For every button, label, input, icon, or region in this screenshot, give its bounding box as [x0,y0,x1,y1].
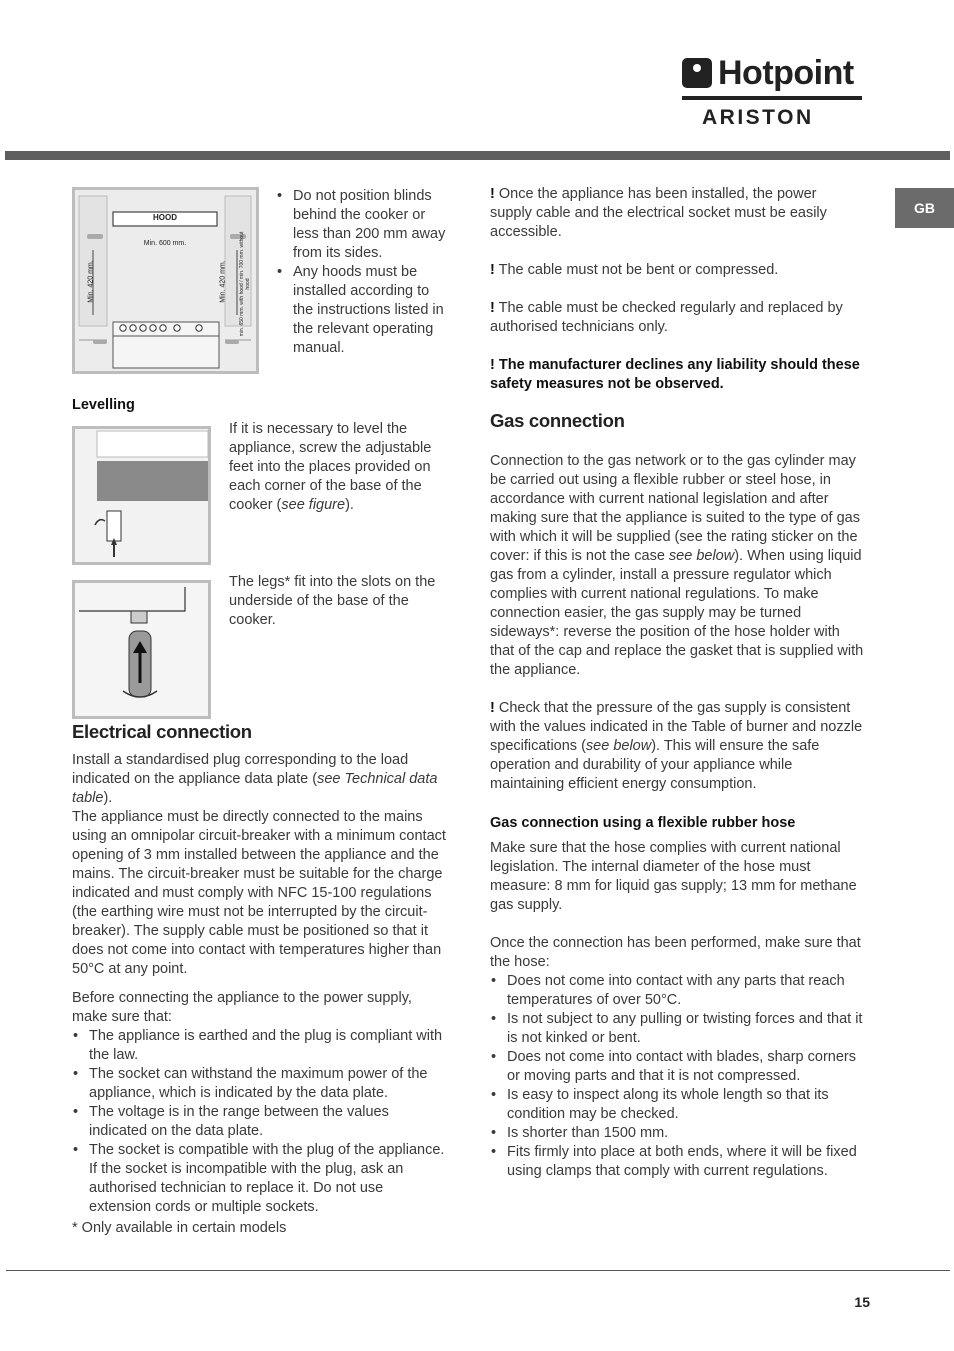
electrical-section [72,751,447,1238]
legs-text: The legs* fit into the slots on the underside of the base of the cooker. [229,574,436,628]
levelling-heading: Levelling [72,397,135,413]
gas-heading: Gas connection [490,410,625,431]
hood-notes-list [276,187,448,358]
legs-figure [72,580,211,719]
footnote: * Only available in certain models [72,1220,287,1236]
footer-rule [6,1270,950,1271]
list-item: • Is easy to inspect along its whole length so that its condition may be checked. [490,1086,864,1124]
list-item: • The voltage is in the range between the values indicated on the data plate. [72,1103,447,1141]
list-item: • Does not come into contact with blades, sharp corners or moving parts and that it is not compressed. [490,1048,864,1086]
electrical-para-1: Install a standardised plug corresponding to the load indicated on the appliance data plate (see Technical data table). [72,752,438,806]
list-item: • Do not position blinds behind the cooker or less than 200 mm away from its sides. [276,187,448,263]
list-item: • Is not subject to any pulling or twisting forces and that it is not kinked or bent. [490,1010,864,1048]
brand-name: Hotpoint [718,54,854,92]
adjustable-foot-diagram [75,429,208,562]
levelling-text: If it is necessary to level the appliance, screw the adjustable feet into the places provided on each corner of the base of the cooker (see figure). [229,421,432,513]
hose-checklist [490,972,864,1181]
warning-icon: ! [490,357,495,373]
warning-4: ! The manufacturer declines any liability should these safety measures not be observed. [490,357,860,392]
electrical-checklist [72,1027,447,1217]
list-item: • The appliance is earthed and the plug is compliant with the law. [72,1027,447,1065]
gas-para-1: Connection to the gas network or to the gas cylinder may be carried out using a flexible rubber or steel hose, in accordance with current national legislation and after making sure that the appliance is suited to the type of gas with which it will be supplied (see the rating sticker on the cover: if this is not the case see below). When using liquid gas from a cylinder, install a pressure regulator which complies with current national regulations. To make connection easier, the gas supply may be turned sideways*: reverse the position of the hose holder with that of the cap and replace the gasket that is supplied with the appliance. [490,453,864,678]
list-item: • Is shorter than 1500 mm. [490,1124,864,1143]
hose-para-1: Make sure that the hose complies with current national legislation. The internal diameter of the hose must measure: 8 mm for liquid gas supply; 13 mm for methane gas supply. [490,840,857,913]
header-bar [5,151,950,160]
warning-icon: ! [490,300,495,316]
language-tab: GB [895,188,954,228]
warning-icon: ! [490,700,495,716]
list-item: • The socket can withstand the maximum power of the appliance, which is indicated by the data plate. [72,1065,447,1103]
hood-clearance-figure [72,187,259,374]
leg-insert-diagram [75,583,208,716]
min-right-label: Min. 420 mm. [219,260,227,303]
list-item: • Any hoods must be installed according to the instructions listed in the relevant operating manual. [276,263,448,358]
list-item: • The socket is compatible with the plug of the appliance. If the socket is incompatible with the plug, ask an authorised technician to replace it. Do not use extension cords or multiple sockets. [72,1141,447,1217]
warning-icon: ! [490,262,495,278]
warning-1: ! Once the appliance has been installed, the power supply cable and the electrical socket must be easily accessible. [490,186,827,240]
hood-label: HOOD [153,213,177,222]
electrical-para-3: Before connecting the appliance to the power supply, make sure that: [72,990,412,1025]
page-number: 15 [854,1294,870,1310]
logo-divider [682,96,862,100]
sub-brand-name: ARISTON [702,106,814,129]
hose-para-2: Once the connection has been performed, make sure that the hose: [490,935,861,970]
warning-2: ! The cable must not be bent or compressed. [490,262,779,278]
list-item: • Fits firmly into place at both ends, where it will be fixed using clamps that comply with current regulations. [490,1143,864,1181]
min-width-label: Min. 600 mm. [113,240,217,247]
gas-para-2: ! Check that the pressure of the gas supply is consistent with the values indicated in the Table of burner and nozzle specifications (see below). This will ensure the safe operation and durability of your appliance while maintaining efficient energy consumption. [490,700,863,792]
warning-icon: ! [490,186,495,202]
warning-3: ! The cable must be checked regularly and replaced by authorised technicians only. [490,300,843,335]
gas-section [490,452,864,1181]
hotpoint-logo-icon [682,58,712,88]
safety-warnings [490,185,862,394]
brand-logo [682,54,864,134]
hose-heading: Gas connection using a flexible rubber hose [490,815,796,831]
list-item: • Does not come into contact with any parts that reach temperatures of over 50°C. [490,972,864,1010]
electrical-para-2: The appliance must be directly connected to the mains using an omnipolar circuit-breaker with a minimum contact opening of 3 mm installed between the appliance and the mains. The circuit-breaker must be suitable for the charge indicated and must comply with NFC 15-100 regulations (the earthing wire must not be interrupted by the circuit-breaker). The supply cable must be positioned so that it does not come into contact with temperatures higher than 50°C at any point. [72,809,446,977]
levelling-figure [72,426,211,565]
electrical-heading: Electrical connection [72,721,252,742]
min-left-label: Min. 420 mm. [87,260,95,303]
hood-clearance-label: min. 650 mm. with hood / min. 700 mm. without hood [239,231,251,337]
